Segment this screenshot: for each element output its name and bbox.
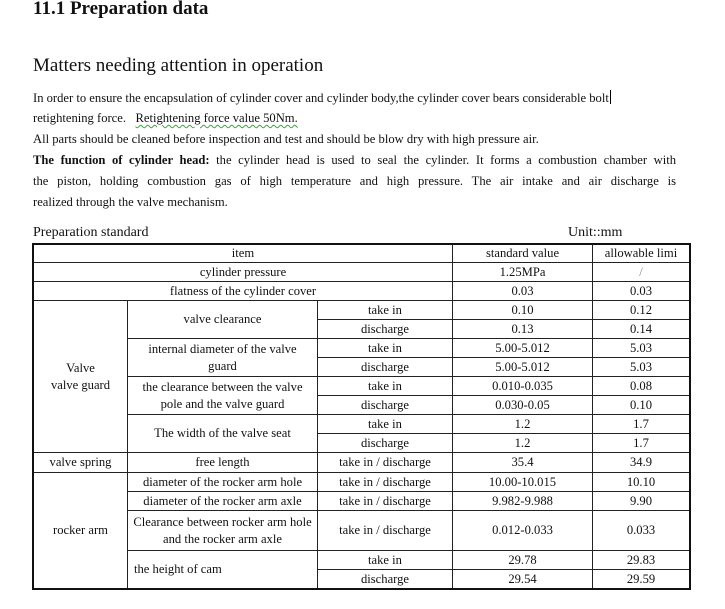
sub-label: take in	[318, 551, 453, 570]
row-label: diameter of the rocker arm axle	[128, 492, 318, 511]
paragraph-text: retightening force.	[33, 111, 127, 125]
standard-value: 0.10	[453, 301, 593, 320]
sub-label: discharge	[318, 358, 453, 377]
header-standard: standard value	[453, 245, 593, 263]
standard-value: 0.012-0.033	[453, 511, 593, 551]
sub-label: take in / discharge	[318, 492, 453, 511]
sub-label: take in / discharge	[318, 473, 453, 492]
table-row	[34, 339, 690, 358]
row-label: the height of cam	[128, 551, 318, 589]
table-row	[34, 492, 690, 511]
standard-value: 1.2	[453, 434, 593, 453]
allowable-value: 1.7	[593, 434, 690, 453]
paragraph-text: In order to ensure the encapsulation of cylinder cover and cylinder body,the cylinder cover bears considerable bolt	[33, 91, 609, 105]
standard-value: 5.00-5.012	[453, 339, 593, 358]
bold-term: The function of cylinder head:	[33, 153, 210, 167]
standard-value: 29.78	[453, 551, 593, 570]
sub-label: take in	[318, 301, 453, 320]
allowable-value: 0.10	[593, 396, 690, 415]
header-allowable: allowable limi	[593, 245, 690, 263]
group-label-rocker: rocker arm	[34, 473, 128, 589]
standard-value: 0.010-0.035	[453, 377, 593, 396]
table-row	[34, 282, 690, 301]
standard-value: 0.03	[453, 282, 593, 301]
table-row	[34, 453, 690, 473]
sub-label: take in / discharge	[318, 511, 453, 551]
row-label: diameter of the rocker arm hole	[128, 473, 318, 492]
standard-value: 0.13	[453, 320, 593, 339]
allowable-value: 0.14	[593, 320, 690, 339]
allowable-value: 0.08	[593, 377, 690, 396]
row-label: valve clearance	[128, 301, 318, 339]
preparation-standard-table	[33, 244, 690, 589]
allowable-value: 5.03	[593, 339, 690, 358]
header-item: item	[34, 245, 453, 263]
group-label-valve: Valve valve guard	[34, 301, 128, 453]
unit-label: Unit::mm	[568, 225, 623, 240]
sub-label: discharge	[318, 320, 453, 339]
table-row	[34, 301, 690, 320]
section-heading: 11.1 Preparation data	[33, 0, 209, 19]
text-cursor	[610, 90, 612, 104]
paragraph-line: realized through the valve mechanism.	[33, 195, 228, 209]
standard-value: 35.4	[453, 453, 593, 473]
table-row	[34, 511, 690, 551]
allowable-value: 10.10	[593, 473, 690, 492]
subheading: Matters needing attention in operation	[33, 55, 324, 76]
table-row	[34, 377, 690, 396]
table-header-row	[34, 245, 690, 263]
sub-label: take in	[318, 415, 453, 434]
paragraph-line: the piston, holding combustion gas of high temperature and high pressure. The air intake and air discharge is	[33, 174, 676, 188]
paragraph-line	[33, 108, 298, 129]
standard-value: 29.54	[453, 570, 593, 589]
standard-value: 5.00-5.012	[453, 358, 593, 377]
row-label: The width of the valve seat	[128, 415, 318, 453]
paragraph-text: the cylinder head is used to seal the cylinder. It forms a combustion chamber with	[216, 153, 676, 167]
allowable-value: 0.033	[593, 511, 690, 551]
table-row	[34, 473, 690, 492]
group-label-spring: valve spring	[34, 453, 128, 473]
standard-value: 10.00-10.015	[453, 473, 593, 492]
standard-value: 0.030-0.05	[453, 396, 593, 415]
row-label: free length	[128, 453, 318, 473]
allowable-value: 5.03	[593, 358, 690, 377]
spellcheck-underlined-text: Retightening force value 50Nm.	[135, 111, 298, 125]
table-row	[34, 551, 690, 570]
paragraph-line	[33, 150, 676, 171]
allowable-value: /	[593, 263, 690, 282]
allowable-value: 29.59	[593, 570, 690, 589]
allowable-value: 0.03	[593, 282, 690, 301]
table-row	[34, 263, 690, 282]
sub-label: discharge	[318, 434, 453, 453]
table-row	[34, 415, 690, 434]
sub-label: take in	[318, 339, 453, 358]
paragraph-line: All parts should be cleaned before inspection and test and should be blow dry with high pressure air.	[33, 132, 539, 146]
table-caption: Preparation standard	[33, 225, 149, 240]
standard-value: 1.2	[453, 415, 593, 434]
allowable-value: 0.12	[593, 301, 690, 320]
allowable-value: 34.9	[593, 453, 690, 473]
paragraph-line	[33, 88, 611, 109]
standard-value: 9.982-9.988	[453, 492, 593, 511]
allowable-value: 1.7	[593, 415, 690, 434]
sub-label: take in	[318, 377, 453, 396]
sub-label: take in / discharge	[318, 453, 453, 473]
row-label: Clearance between rocker arm hole and the rocker arm axle	[128, 511, 318, 551]
row-label: internal diameter of the valve guard	[128, 339, 318, 377]
allowable-value: 29.83	[593, 551, 690, 570]
row-label: flatness of the cylinder cover	[34, 282, 453, 301]
row-label: the clearance between the valve pole and the valve guard	[128, 377, 318, 415]
standard-value: 1.25MPa	[453, 263, 593, 282]
sub-label: discharge	[318, 396, 453, 415]
sub-label: discharge	[318, 570, 453, 589]
allowable-value: 9.90	[593, 492, 690, 511]
row-label: cylinder pressure	[34, 263, 453, 282]
